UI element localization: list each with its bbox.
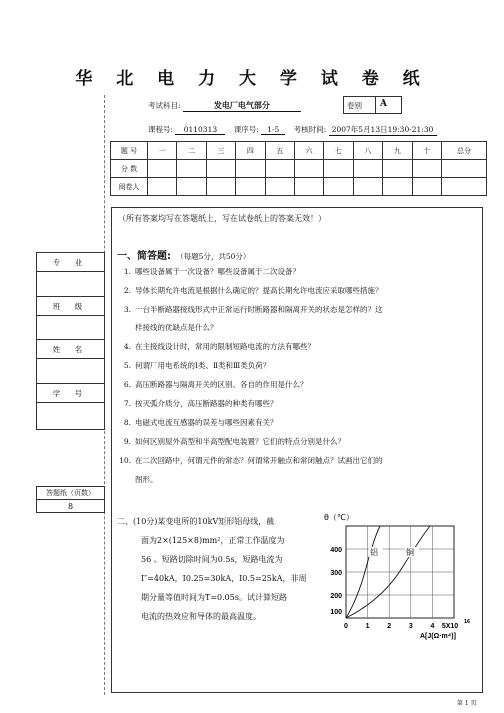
answer-pages-value: 8 [37,500,105,513]
x-tick: 0 [344,623,348,630]
score-header-cell: 阅卷人 [111,178,148,196]
question-item: 5. 何谓厂用电系统的Ⅰ类、Ⅱ类和Ⅲ类负荷？ [123,361,271,370]
question-item: 1. 哪些设备属于一次设备？哪些设备属于二次设备？ [123,267,300,276]
section2-line: 二、(10分)某变电所的10kV矩形铝母线，截 [117,517,275,526]
notice-text: （所有答案均写在答题纸上，写在试卷纸上的答案无效！） [118,214,326,223]
score-col: 七 [324,142,353,160]
x-tick-exponent: 16 [464,619,471,625]
score-col: 四 [236,142,265,160]
course-row [148,124,437,136]
course-no-value: 0110313 [175,125,225,135]
score-col: 二 [177,142,206,160]
y-axis-title: θ（℃） [324,513,354,522]
score-col: 一 [148,142,177,160]
x-tick: 3 [408,623,413,630]
student-id-field[interactable] [37,403,105,430]
x-tick: 5X10 [441,623,459,630]
score-table [110,141,487,196]
section1-heading-row [117,244,250,263]
y-tick: 400 [330,547,342,554]
score-header-cell: 分 数 [111,160,148,178]
class-no-label: 课序号: [233,125,259,134]
section2-line: 面为2×(125×8)mm²，正常工作温度为 [141,536,285,545]
x-tick: 2 [387,623,392,630]
question-item: 7. 按灭弧介质分，高压断路器的种类有哪些？ [123,399,278,408]
paper-type-value: A [380,99,387,109]
section2-line: I″=40kA，I0.25=30kA，I0.5=25kA，非周 [141,574,307,583]
question-item: 样接线的优缺点是什么？ [135,323,218,332]
paper-type-label: 卷别 [347,101,362,110]
class-field[interactable] [37,316,105,340]
name-label: 姓 名 [37,340,105,359]
page-number: 第 1 页 [457,700,477,707]
x-tick: 1 [365,623,370,630]
temperature-chart [322,508,482,640]
class-label: 班 级 [37,297,105,316]
aluminum-label: 铝 [370,548,378,557]
question-item: 6. 高压断路器与隔离开关的区别、各自的作用是什么？ [123,380,308,389]
chart-svg [322,508,482,640]
subject-value: 发电厂电气部分 [183,100,301,112]
score-col: 十 [412,142,441,160]
course-no-label: 课程号: [148,125,174,134]
exam-time-label: 考核时间: [293,125,327,134]
student-id-label: 学 号 [37,384,105,403]
score-col: 六 [294,142,323,160]
section1-heading: 一、简答题: [117,251,171,262]
copper-label: 铜 [406,548,414,557]
student-info-table [36,252,105,430]
section2-line: 电流的热效应和导体的最高温度。 [141,612,261,621]
score-col: 五 [265,142,294,160]
question-item: 4. 在主接线设计时，常用的限制短路电流的方法有哪些？ [123,342,315,351]
major-field[interactable] [37,272,105,297]
y-tick: 100 [330,609,342,616]
y-tick: 300 [330,570,342,577]
question-item: 10. 在二次回路中，何谓元件的常态？何谓常开触点和常闭触点？试画出它们的 [119,456,383,465]
paper-type-box [343,96,402,114]
question-item: 3. 一台半断路器接线形式中正常运行时断路器和隔离开关的状态是怎样的？这 [123,305,383,314]
section2-line: 56 。短路切除时间为0.5s，短路电流为 [141,555,283,564]
score-col-total: 总分 [442,142,487,160]
name-field[interactable] [37,359,105,384]
class-no-value: 1-5 [261,125,285,135]
answer-pages-label: 答题纸（页数） [37,487,105,500]
section2-text [117,512,322,626]
score-header-cell: 题 号 [111,142,148,160]
score-col: 三 [206,142,235,160]
exam-time-value: 2007年5月13日19:30-21:30 [329,124,437,136]
x-axis-unit: A[J(Ω·m⁴)] [420,633,456,640]
x-tick: 4 [430,623,435,630]
score-col: 八 [353,142,382,160]
subject-row [148,100,301,112]
subject-label: 考试科目: [148,101,181,110]
question-item: 8. 电磁式电流互感器的误差与哪些因素有关？ [123,418,278,427]
score-col: 九 [383,142,412,160]
question-item: 2. 导体长期允许电流是根据什么确定的？提高长期允许电流应采取哪些措施？ [123,286,383,295]
answer-pages-box [36,486,105,513]
page-title: 华 北 电 力 大 学 试 卷 纸 [75,69,429,89]
question-item: 图形。 [135,475,158,484]
y-tick: 200 [330,593,342,600]
section1-note: （每题5分，共50分） [176,252,251,261]
section2-line: 期分量等值时间为T=0.05s。试计算短路 [141,593,287,602]
question-item: 9. 如何区别屋外高型和半高型配电装置？它们的特点分别是什么？ [123,437,345,446]
major-label: 专 业 [37,253,105,272]
